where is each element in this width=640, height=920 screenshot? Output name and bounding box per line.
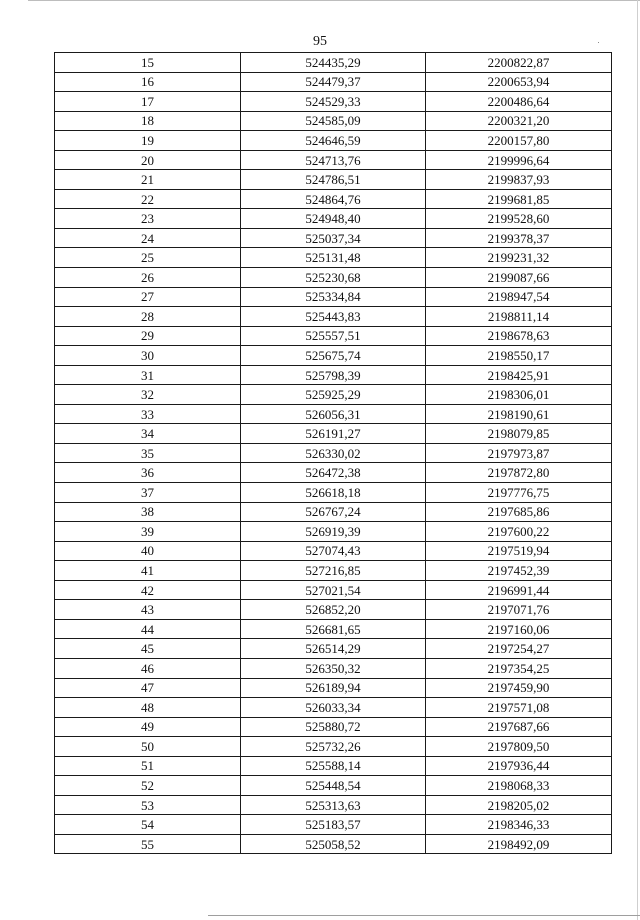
- y-coordinate-cell: 2197687,66: [426, 717, 612, 737]
- table-row: [55, 737, 612, 757]
- table-row: [55, 53, 612, 73]
- table-row: [55, 756, 612, 776]
- table-row: [55, 815, 612, 835]
- y-coordinate-cell: 2198811,14: [426, 307, 612, 327]
- table-row: [55, 346, 612, 366]
- point-number-cell: 40: [55, 541, 241, 561]
- point-number-cell: 34: [55, 424, 241, 444]
- x-coordinate-cell: 526056,31: [241, 404, 426, 424]
- table-row: [55, 131, 612, 151]
- point-number-cell: 50: [55, 737, 241, 757]
- x-coordinate-cell: 527074,43: [241, 541, 426, 561]
- point-number-cell: 24: [55, 228, 241, 248]
- point-number-cell: 16: [55, 72, 241, 92]
- table-row: [55, 483, 612, 503]
- y-coordinate-cell: 2197459,90: [426, 678, 612, 698]
- x-coordinate-cell: 525037,34: [241, 228, 426, 248]
- point-number-cell: 21: [55, 170, 241, 190]
- table-row: [55, 600, 612, 620]
- x-coordinate-cell: 525230,68: [241, 268, 426, 288]
- table-row: [55, 580, 612, 600]
- point-number-cell: 33: [55, 404, 241, 424]
- y-coordinate-cell: 2197600,22: [426, 522, 612, 542]
- x-coordinate-cell: 525131,48: [241, 248, 426, 268]
- point-number-cell: 44: [55, 619, 241, 639]
- y-coordinate-cell: 2198346,33: [426, 815, 612, 835]
- y-coordinate-cell: 2198492,09: [426, 834, 612, 854]
- table-row: [55, 424, 612, 444]
- x-coordinate-cell: 526350,32: [241, 658, 426, 678]
- x-coordinate-cell: 526189,94: [241, 678, 426, 698]
- point-number-cell: 42: [55, 580, 241, 600]
- y-coordinate-cell: 2200822,87: [426, 53, 612, 73]
- table-row: [55, 326, 612, 346]
- point-number-cell: 45: [55, 639, 241, 659]
- y-coordinate-cell: 2198425,91: [426, 365, 612, 385]
- table-row: [55, 111, 612, 131]
- x-coordinate-cell: 525334,84: [241, 287, 426, 307]
- y-coordinate-cell: 2197685,86: [426, 502, 612, 522]
- table-row: [55, 92, 612, 112]
- y-coordinate-cell: 2197776,75: [426, 483, 612, 503]
- table-row: [55, 268, 612, 288]
- x-coordinate-cell: 526472,38: [241, 463, 426, 483]
- point-number-cell: 23: [55, 209, 241, 229]
- x-coordinate-cell: 525798,39: [241, 365, 426, 385]
- point-number-cell: 26: [55, 268, 241, 288]
- table-row: [55, 209, 612, 229]
- y-coordinate-cell: 2197354,25: [426, 658, 612, 678]
- page-number: 95: [313, 34, 327, 49]
- point-number-cell: 17: [55, 92, 241, 112]
- y-coordinate-cell: 2198678,63: [426, 326, 612, 346]
- point-number-cell: 22: [55, 189, 241, 209]
- y-coordinate-cell: 2196991,44: [426, 580, 612, 600]
- y-coordinate-cell: 2198068,33: [426, 776, 612, 796]
- point-number-cell: 27: [55, 287, 241, 307]
- table-row: [55, 619, 612, 639]
- table-row: [55, 502, 612, 522]
- y-coordinate-cell: 2198550,17: [426, 346, 612, 366]
- x-coordinate-cell: 524479,37: [241, 72, 426, 92]
- y-coordinate-cell: 2200321,20: [426, 111, 612, 131]
- x-coordinate-cell: 525588,14: [241, 756, 426, 776]
- point-number-cell: 46: [55, 658, 241, 678]
- y-coordinate-cell: 2198190,61: [426, 404, 612, 424]
- y-coordinate-cell: 2199996,64: [426, 150, 612, 170]
- x-coordinate-cell: 527021,54: [241, 580, 426, 600]
- table-row: [55, 698, 612, 718]
- y-coordinate-cell: 2199378,37: [426, 228, 612, 248]
- x-coordinate-cell: 525925,29: [241, 385, 426, 405]
- table-row: [55, 561, 612, 581]
- point-number-cell: 48: [55, 698, 241, 718]
- point-number-cell: 47: [55, 678, 241, 698]
- point-number-cell: 30: [55, 346, 241, 366]
- point-number-cell: 15: [55, 53, 241, 73]
- point-number-cell: 32: [55, 385, 241, 405]
- point-number-cell: 20: [55, 150, 241, 170]
- point-number-cell: 35: [55, 443, 241, 463]
- x-coordinate-cell: 526514,29: [241, 639, 426, 659]
- table-row: [55, 189, 612, 209]
- point-number-cell: 36: [55, 463, 241, 483]
- x-coordinate-cell: 524529,33: [241, 92, 426, 112]
- x-coordinate-cell: 527216,85: [241, 561, 426, 581]
- table-row: [55, 248, 612, 268]
- point-number-cell: 52: [55, 776, 241, 796]
- y-coordinate-cell: 2200653,94: [426, 72, 612, 92]
- table-row: [55, 678, 612, 698]
- point-number-cell: 31: [55, 365, 241, 385]
- y-coordinate-cell: 2197519,94: [426, 541, 612, 561]
- x-coordinate-cell: 526767,24: [241, 502, 426, 522]
- table-row: [55, 463, 612, 483]
- x-coordinate-cell: 526618,18: [241, 483, 426, 503]
- x-coordinate-cell: 526033,34: [241, 698, 426, 718]
- point-number-cell: 55: [55, 834, 241, 854]
- x-coordinate-cell: 525557,51: [241, 326, 426, 346]
- point-number-cell: 29: [55, 326, 241, 346]
- y-coordinate-cell: 2199231,32: [426, 248, 612, 268]
- y-coordinate-cell: 2197809,50: [426, 737, 612, 757]
- point-number-cell: 37: [55, 483, 241, 503]
- x-coordinate-cell: 526330,02: [241, 443, 426, 463]
- table-row: [55, 228, 612, 248]
- x-coordinate-cell: 524585,09: [241, 111, 426, 131]
- point-number-cell: 51: [55, 756, 241, 776]
- x-coordinate-cell: 525675,74: [241, 346, 426, 366]
- y-coordinate-cell: 2197872,80: [426, 463, 612, 483]
- table-row: [55, 834, 612, 854]
- point-number-cell: 28: [55, 307, 241, 327]
- point-number-cell: 41: [55, 561, 241, 581]
- table-row: [55, 522, 612, 542]
- x-coordinate-cell: 525183,57: [241, 815, 426, 835]
- table-row: [55, 365, 612, 385]
- table-row: [55, 72, 612, 92]
- table-row: [55, 541, 612, 561]
- y-coordinate-cell: 2198205,02: [426, 795, 612, 815]
- x-coordinate-cell: 525443,83: [241, 307, 426, 327]
- x-coordinate-cell: 525732,26: [241, 737, 426, 757]
- table-row: [55, 150, 612, 170]
- x-coordinate-cell: 526681,65: [241, 619, 426, 639]
- y-coordinate-cell: 2197254,27: [426, 639, 612, 659]
- x-coordinate-cell: 524713,76: [241, 150, 426, 170]
- coordinates-table-body: [55, 53, 612, 854]
- point-number-cell: 39: [55, 522, 241, 542]
- x-coordinate-cell: 526919,39: [241, 522, 426, 542]
- point-number-cell: 49: [55, 717, 241, 737]
- x-coordinate-cell: 526852,20: [241, 600, 426, 620]
- y-coordinate-cell: 2199681,85: [426, 189, 612, 209]
- y-coordinate-cell: 2197071,76: [426, 600, 612, 620]
- x-coordinate-cell: 524864,76: [241, 189, 426, 209]
- table-row: [55, 404, 612, 424]
- table-row: [55, 717, 612, 737]
- point-number-cell: 43: [55, 600, 241, 620]
- table-row: [55, 776, 612, 796]
- point-number-cell: 38: [55, 502, 241, 522]
- x-coordinate-cell: 525313,63: [241, 795, 426, 815]
- table-row: [55, 307, 612, 327]
- x-coordinate-cell: 524435,29: [241, 53, 426, 73]
- x-coordinate-cell: 524786,51: [241, 170, 426, 190]
- point-number-cell: 19: [55, 131, 241, 151]
- page-edge-bottom: [208, 915, 640, 916]
- x-coordinate-cell: 525448,54: [241, 776, 426, 796]
- table-row: [55, 443, 612, 463]
- y-coordinate-cell: 2197571,08: [426, 698, 612, 718]
- y-coordinate-cell: 2198079,85: [426, 424, 612, 444]
- x-coordinate-cell: 525880,72: [241, 717, 426, 737]
- coordinates-table: [54, 52, 612, 854]
- y-coordinate-cell: 2200486,64: [426, 92, 612, 112]
- table-row: [55, 287, 612, 307]
- y-coordinate-cell: 2198947,54: [426, 287, 612, 307]
- x-coordinate-cell: 525058,52: [241, 834, 426, 854]
- point-number-cell: 53: [55, 795, 241, 815]
- y-coordinate-cell: 2197973,87: [426, 443, 612, 463]
- point-number-cell: 25: [55, 248, 241, 268]
- y-coordinate-cell: 2197160,06: [426, 619, 612, 639]
- point-number-cell: 54: [55, 815, 241, 835]
- table-row: [55, 795, 612, 815]
- page-edge-right: [637, 0, 638, 920]
- y-coordinate-cell: 2197936,44: [426, 756, 612, 776]
- y-coordinate-cell: 2198306,01: [426, 385, 612, 405]
- y-coordinate-cell: 2197452,39: [426, 561, 612, 581]
- page-edge-top: [28, 0, 640, 1]
- table-row: [55, 385, 612, 405]
- x-coordinate-cell: 526191,27: [241, 424, 426, 444]
- table-row: [55, 170, 612, 190]
- x-coordinate-cell: 524948,40: [241, 209, 426, 229]
- y-coordinate-cell: 2199837,93: [426, 170, 612, 190]
- y-coordinate-cell: 2199528,60: [426, 209, 612, 229]
- y-coordinate-cell: 2200157,80: [426, 131, 612, 151]
- y-coordinate-cell: 2199087,66: [426, 268, 612, 288]
- table-row: [55, 658, 612, 678]
- point-number-cell: 18: [55, 111, 241, 131]
- x-coordinate-cell: 524646,59: [241, 131, 426, 151]
- table-row: [55, 639, 612, 659]
